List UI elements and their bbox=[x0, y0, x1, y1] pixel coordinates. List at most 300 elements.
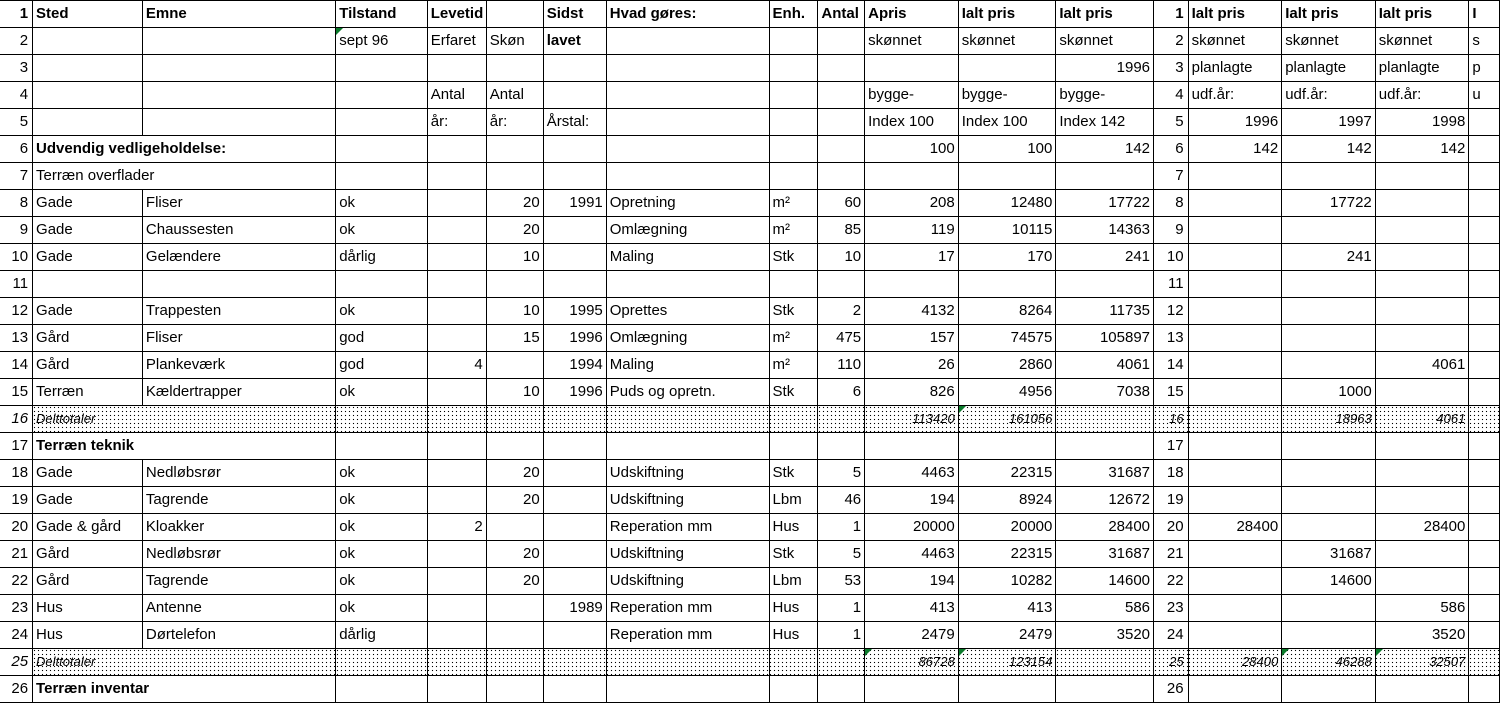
cell-empty[interactable] bbox=[33, 271, 143, 298]
subtotal-label[interactable]: Delttotaler bbox=[33, 649, 336, 676]
cell-sidst[interactable] bbox=[543, 541, 606, 568]
cell-enh[interactable]: Hus bbox=[769, 622, 818, 649]
row-header-right[interactable]: 6 bbox=[1154, 136, 1189, 163]
row-header-right[interactable]: 18 bbox=[1154, 460, 1189, 487]
cell-sted[interactable]: Hus bbox=[33, 595, 143, 622]
cell-sted[interactable]: Gade bbox=[33, 190, 143, 217]
cell-sted[interactable]: Gade bbox=[33, 244, 143, 271]
cell-levetid-erfaret[interactable] bbox=[427, 298, 486, 325]
cell-tilstand[interactable]: god bbox=[336, 325, 428, 352]
cell-apris[interactable]: 4132 bbox=[865, 298, 959, 325]
cell-empty[interactable] bbox=[336, 433, 428, 460]
cell-hvad[interactable]: Omlægning bbox=[606, 217, 769, 244]
cell-empty[interactable] bbox=[1056, 163, 1154, 190]
cell-antal[interactable]: 53 bbox=[818, 568, 865, 595]
cell-empty[interactable] bbox=[336, 406, 428, 433]
cell-subtotal-1998[interactable]: 4061 bbox=[1375, 406, 1469, 433]
cell-plan-1996[interactable]: 28400 bbox=[1188, 514, 1282, 541]
cell-tilstand[interactable]: dårlig bbox=[336, 622, 428, 649]
cell-index-val-2[interactable]: 100 bbox=[958, 136, 1056, 163]
table-row[interactable] bbox=[0, 55, 1500, 82]
cell-antal[interactable]: 60 bbox=[818, 190, 865, 217]
cell-emne[interactable]: Kloakker bbox=[142, 514, 335, 541]
cell-sted[interactable]: Gård bbox=[33, 568, 143, 595]
cell-empty[interactable] bbox=[1056, 271, 1154, 298]
cell-tilstand[interactable]: ok bbox=[336, 487, 428, 514]
cell-empty[interactable] bbox=[336, 136, 428, 163]
cell-levetid-erfaret[interactable] bbox=[427, 487, 486, 514]
cell-plan-1996[interactable] bbox=[1188, 595, 1282, 622]
cell-antal[interactable]: 5 bbox=[818, 460, 865, 487]
cell-plan-1997[interactable]: 1000 bbox=[1282, 379, 1376, 406]
cell-tilstand[interactable]: ok bbox=[336, 568, 428, 595]
cell-apris[interactable]: 20000 bbox=[865, 514, 959, 541]
cell-plan-1999[interactable] bbox=[1469, 325, 1500, 352]
cell-levetid-skon[interactable]: 10 bbox=[486, 244, 543, 271]
cell-plan-1999[interactable] bbox=[1469, 568, 1500, 595]
cell-plan-1999[interactable] bbox=[1469, 298, 1500, 325]
cell-empty[interactable] bbox=[336, 676, 428, 703]
cell-antal[interactable]: 1 bbox=[818, 514, 865, 541]
cell-hvad[interactable]: Omlægning bbox=[606, 325, 769, 352]
cell-sted[interactable]: Hus bbox=[33, 622, 143, 649]
table-row[interactable] bbox=[0, 1, 1500, 28]
cell-enh[interactable]: m² bbox=[769, 217, 818, 244]
cell-year-1996[interactable]: 1996 bbox=[1056, 55, 1154, 82]
cell-sidst[interactable] bbox=[543, 568, 606, 595]
cell-sted[interactable]: Gård bbox=[33, 325, 143, 352]
cell-hvad[interactable]: Udskiftning bbox=[606, 541, 769, 568]
cell-levetid-erfaret[interactable] bbox=[427, 379, 486, 406]
cell-plan-1996[interactable] bbox=[1188, 541, 1282, 568]
cell-emne[interactable]: Chaussesten bbox=[142, 217, 335, 244]
cell-apris[interactable]: 17 bbox=[865, 244, 959, 271]
cell-year-p1[interactable]: 1996 bbox=[1188, 109, 1282, 136]
cell-enh[interactable]: Lbm bbox=[769, 487, 818, 514]
row-header[interactable]: 25 bbox=[0, 649, 33, 676]
cell-skonnet-ialt1[interactable]: skønnet bbox=[958, 28, 1056, 55]
cell-empty[interactable] bbox=[427, 649, 486, 676]
table-row[interactable] bbox=[0, 136, 1500, 163]
row-header-right[interactable]: 15 bbox=[1154, 379, 1189, 406]
cell-ialt-1[interactable]: 4956 bbox=[958, 379, 1056, 406]
cell-skonnet-apris[interactable]: skønnet bbox=[865, 28, 959, 55]
cell-empty[interactable] bbox=[818, 433, 865, 460]
cell-plan-1998[interactable] bbox=[1375, 487, 1469, 514]
cell-plan-1996[interactable] bbox=[1188, 352, 1282, 379]
row-header-right[interactable]: 17 bbox=[1154, 433, 1189, 460]
cell-emne[interactable]: Nedløbsrør bbox=[142, 460, 335, 487]
cell-emne[interactable]: Fliser bbox=[142, 190, 335, 217]
cell-emne[interactable]: Fliser bbox=[142, 325, 335, 352]
row-header-right[interactable]: 4 bbox=[1154, 82, 1189, 109]
row-header[interactable]: 5 bbox=[0, 109, 33, 136]
section-title[interactable]: Udvendig vedligeholdelse: bbox=[33, 136, 336, 163]
cell-tilstand[interactable]: ok bbox=[336, 595, 428, 622]
cell-empty[interactable] bbox=[33, 28, 143, 55]
cell-sted[interactable]: Terræn bbox=[33, 379, 143, 406]
cell-hvad[interactable]: Reperation mm bbox=[606, 622, 769, 649]
cell-levetid-erfaret[interactable] bbox=[427, 568, 486, 595]
cell-empty[interactable] bbox=[142, 271, 335, 298]
cell-hvad[interactable]: Puds og opretn. bbox=[606, 379, 769, 406]
cell-plan-1997[interactable]: 17722 bbox=[1282, 190, 1376, 217]
cell-antal-2[interactable]: Antal bbox=[486, 82, 543, 109]
cell-plan-1996[interactable] bbox=[1188, 217, 1282, 244]
cell-empty[interactable] bbox=[1188, 676, 1282, 703]
table-row[interactable] bbox=[0, 460, 1500, 487]
cell-skonnet-ialt2[interactable]: skønnet bbox=[1056, 28, 1154, 55]
cell-levetid-erfaret[interactable] bbox=[427, 325, 486, 352]
cell-empty[interactable] bbox=[769, 406, 818, 433]
row-header-right[interactable]: 19 bbox=[1154, 487, 1189, 514]
cell-plan-1996[interactable] bbox=[1188, 244, 1282, 271]
cell-apris[interactable]: 157 bbox=[865, 325, 959, 352]
cell-plan-1996[interactable] bbox=[1188, 487, 1282, 514]
cell-empty[interactable] bbox=[769, 163, 818, 190]
cell-empty[interactable] bbox=[818, 406, 865, 433]
cell-levetid-skon[interactable] bbox=[486, 514, 543, 541]
cell-levetid-erfaret[interactable] bbox=[427, 622, 486, 649]
cell-subtotal-1997[interactable]: 18963 bbox=[1282, 406, 1376, 433]
cell-empty[interactable] bbox=[818, 136, 865, 163]
cell-plan-1998[interactable] bbox=[1375, 541, 1469, 568]
cell-subtotal-1996[interactable]: 28400 bbox=[1188, 649, 1282, 676]
cell-empty[interactable] bbox=[1469, 136, 1500, 163]
cell-ialt-2[interactable]: 31687 bbox=[1056, 460, 1154, 487]
cell-emne[interactable]: Dørtelefon bbox=[142, 622, 335, 649]
cell-arstal[interactable]: Årstal: bbox=[543, 109, 606, 136]
row-header-right[interactable]: 3 bbox=[1154, 55, 1189, 82]
cell-subtotal-1999[interactable] bbox=[1469, 406, 1500, 433]
cell-plan-1997[interactable]: 31687 bbox=[1282, 541, 1376, 568]
row-header-right[interactable]: 11 bbox=[1154, 271, 1189, 298]
cell-antal[interactable]: 1 bbox=[818, 595, 865, 622]
cell-sted[interactable]: Gård bbox=[33, 541, 143, 568]
row-header-right[interactable]: 23 bbox=[1154, 595, 1189, 622]
cell-plan-1999[interactable] bbox=[1469, 460, 1500, 487]
cell-tilstand[interactable]: god bbox=[336, 352, 428, 379]
cell-empty[interactable] bbox=[1469, 676, 1500, 703]
cell-plan-1997[interactable] bbox=[1282, 352, 1376, 379]
cell-skonnet-p1[interactable]: skønnet bbox=[1188, 28, 1282, 55]
cell-sted[interactable]: Gård bbox=[33, 352, 143, 379]
cell-apris[interactable]: 4463 bbox=[865, 541, 959, 568]
cell-bygge-2[interactable]: bygge- bbox=[958, 82, 1056, 109]
cell-antal[interactable]: 85 bbox=[818, 217, 865, 244]
cell-empty[interactable] bbox=[543, 649, 606, 676]
row-header-right[interactable]: 2 bbox=[1154, 28, 1189, 55]
cell-skonnet-p2[interactable]: skønnet bbox=[1282, 28, 1376, 55]
row-header[interactable]: 17 bbox=[0, 433, 33, 460]
cell-plan-1999[interactable] bbox=[1469, 514, 1500, 541]
cell-empty[interactable] bbox=[427, 406, 486, 433]
cell-plan-1999[interactable] bbox=[1469, 595, 1500, 622]
cell-empty[interactable] bbox=[606, 271, 769, 298]
cell-emne[interactable]: Nedløbsrør bbox=[142, 541, 335, 568]
cell-empty[interactable] bbox=[606, 433, 769, 460]
cell-tilstand[interactable]: ok bbox=[336, 514, 428, 541]
row-header-right[interactable]: 7 bbox=[1154, 163, 1189, 190]
cell-plan-1996[interactable] bbox=[1188, 298, 1282, 325]
cell-plan-1999[interactable] bbox=[1469, 622, 1500, 649]
cell-subtotal-ialt-1[interactable]: 113420 bbox=[865, 406, 959, 433]
cell-empty[interactable] bbox=[142, 28, 335, 55]
cell-empty[interactable] bbox=[769, 649, 818, 676]
cell-empty[interactable] bbox=[606, 163, 769, 190]
subsection-title[interactable]: Terræn teknik bbox=[33, 433, 336, 460]
table-row[interactable] bbox=[0, 298, 1500, 325]
cell-empty[interactable] bbox=[336, 109, 428, 136]
cell-plan-1999[interactable] bbox=[1469, 352, 1500, 379]
cell-plan-1997[interactable] bbox=[1282, 298, 1376, 325]
cell-enh[interactable]: m² bbox=[769, 190, 818, 217]
cell-emne[interactable]: Plankeværk bbox=[142, 352, 335, 379]
cell-plan-1999[interactable] bbox=[1469, 190, 1500, 217]
subtotal-row[interactable] bbox=[0, 406, 1500, 433]
row-header[interactable]: 2 bbox=[0, 28, 33, 55]
cell-emne[interactable]: Tagrende bbox=[142, 568, 335, 595]
row-header-right[interactable]: 22 bbox=[1154, 568, 1189, 595]
cell-empty[interactable] bbox=[606, 55, 769, 82]
cell-enh[interactable]: m² bbox=[769, 352, 818, 379]
cell-empty[interactable] bbox=[142, 82, 335, 109]
cell-tilstand[interactable]: dårlig bbox=[336, 244, 428, 271]
cell-empty[interactable] bbox=[543, 136, 606, 163]
cell-udfar-2[interactable]: udf.år: bbox=[1282, 82, 1376, 109]
cell-plan-1998[interactable] bbox=[1375, 379, 1469, 406]
row-header[interactable]: 3 bbox=[0, 55, 33, 82]
cell-levetid-erfaret[interactable] bbox=[427, 244, 486, 271]
cell-antal[interactable]: 5 bbox=[818, 541, 865, 568]
cell-index-1[interactable]: Index 100 bbox=[865, 109, 959, 136]
table-row[interactable] bbox=[0, 568, 1500, 595]
cell-subtotal-ialt-1[interactable]: 86728 bbox=[865, 649, 959, 676]
row-header[interactable]: 14 bbox=[0, 352, 33, 379]
cell-empty[interactable] bbox=[543, 271, 606, 298]
cell-sidst[interactable]: 1996 bbox=[543, 379, 606, 406]
cell-empty[interactable] bbox=[543, 676, 606, 703]
cell-levetid-erfaret[interactable] bbox=[427, 460, 486, 487]
cell-empty[interactable] bbox=[1469, 163, 1500, 190]
cell-ialt-2[interactable]: 14363 bbox=[1056, 217, 1154, 244]
cell-antal[interactable]: 10 bbox=[818, 244, 865, 271]
cell-empty[interactable] bbox=[818, 649, 865, 676]
cell-sidst[interactable]: 1995 bbox=[543, 298, 606, 325]
row-header-right[interactable]: 8 bbox=[1154, 190, 1189, 217]
cell-empty[interactable] bbox=[1056, 649, 1154, 676]
cell-sept96[interactable]: sept 96 bbox=[336, 28, 428, 55]
cell-plan-1997[interactable] bbox=[1282, 622, 1376, 649]
cell-index-2[interactable]: Index 100 bbox=[958, 109, 1056, 136]
table-row[interactable] bbox=[0, 487, 1500, 514]
row-header[interactable]: 10 bbox=[0, 244, 33, 271]
cell-bygge-3[interactable]: bygge- bbox=[1056, 82, 1154, 109]
row-header-right[interactable]: 5 bbox=[1154, 109, 1189, 136]
cell-plan-1998[interactable] bbox=[1375, 190, 1469, 217]
cell-empty[interactable] bbox=[486, 676, 543, 703]
cell-empty[interactable] bbox=[1469, 271, 1500, 298]
cell-empty[interactable] bbox=[427, 163, 486, 190]
cell-ialt-2[interactable]: 586 bbox=[1056, 595, 1154, 622]
table-row[interactable] bbox=[0, 352, 1500, 379]
cell-levetid-skon[interactable]: 20 bbox=[486, 217, 543, 244]
cell-levetid-skon[interactable]: 10 bbox=[486, 379, 543, 406]
cell-ialt-2[interactable]: 14600 bbox=[1056, 568, 1154, 595]
cell-empty[interactable] bbox=[486, 433, 543, 460]
cell-plan-1996[interactable] bbox=[1188, 460, 1282, 487]
row-header-right[interactable]: 14 bbox=[1154, 352, 1189, 379]
cell-plan-1998[interactable]: 586 bbox=[1375, 595, 1469, 622]
row-header[interactable]: 21 bbox=[0, 541, 33, 568]
cell-tilstand[interactable]: ok bbox=[336, 541, 428, 568]
cell-enh[interactable]: Stk bbox=[769, 460, 818, 487]
cell-subtotal-ialt-2[interactable]: 161056 bbox=[958, 406, 1056, 433]
row-header-right[interactable]: 25 bbox=[1154, 649, 1189, 676]
cell-ialt-2[interactable]: 28400 bbox=[1056, 514, 1154, 541]
cell-plan-1997[interactable] bbox=[1282, 487, 1376, 514]
cell-enh[interactable]: Hus bbox=[769, 514, 818, 541]
row-header[interactable]: 13 bbox=[0, 325, 33, 352]
cell-plan-1997[interactable] bbox=[1282, 514, 1376, 541]
cell-empty[interactable] bbox=[1282, 271, 1376, 298]
cell-apris[interactable]: 4463 bbox=[865, 460, 959, 487]
cell-index-val-1[interactable]: 100 bbox=[865, 136, 959, 163]
cell-plan-1997[interactable]: 241 bbox=[1282, 244, 1376, 271]
cell-plan-1998[interactable]: 3520 bbox=[1375, 622, 1469, 649]
cell-plan-1998[interactable] bbox=[1375, 298, 1469, 325]
cell-plan-1998[interactable] bbox=[1375, 244, 1469, 271]
cell-sted[interactable]: Gade bbox=[33, 487, 143, 514]
cell-empty[interactable] bbox=[543, 433, 606, 460]
table-row[interactable] bbox=[0, 541, 1500, 568]
table-row[interactable] bbox=[0, 28, 1500, 55]
cell-emne[interactable]: Kældertrapper bbox=[142, 379, 335, 406]
cell-empty[interactable] bbox=[606, 649, 769, 676]
cell-ialt-1[interactable]: 2479 bbox=[958, 622, 1056, 649]
cell-empty[interactable] bbox=[486, 163, 543, 190]
cell-empty[interactable] bbox=[1282, 676, 1376, 703]
cell-plan-index-2[interactable]: 142 bbox=[1282, 136, 1376, 163]
cell-sted[interactable]: Gade bbox=[33, 298, 143, 325]
cell-sted[interactable]: Gade bbox=[33, 460, 143, 487]
cell-ialt-2[interactable]: 12672 bbox=[1056, 487, 1154, 514]
row-header-right[interactable]: 16 bbox=[1154, 406, 1189, 433]
cell-apris[interactable]: 413 bbox=[865, 595, 959, 622]
table-row[interactable] bbox=[0, 271, 1500, 298]
cell-empty[interactable] bbox=[33, 109, 143, 136]
cell-hvad[interactable]: Udskiftning bbox=[606, 568, 769, 595]
cell-skon[interactable]: Skøn bbox=[486, 28, 543, 55]
cell-ialt-1[interactable]: 12480 bbox=[958, 190, 1056, 217]
cell-empty[interactable] bbox=[486, 649, 543, 676]
cell-empty[interactable] bbox=[336, 649, 428, 676]
cell-empty[interactable] bbox=[1375, 163, 1469, 190]
row-header[interactable]: 9 bbox=[0, 217, 33, 244]
cell-empty[interactable] bbox=[958, 271, 1056, 298]
cell-empty[interactable] bbox=[818, 109, 865, 136]
cell-empty[interactable] bbox=[865, 271, 959, 298]
row-header-right[interactable]: 12 bbox=[1154, 298, 1189, 325]
cell-levetid-skon[interactable]: 20 bbox=[486, 541, 543, 568]
cell-enh[interactable]: Stk bbox=[769, 541, 818, 568]
cell-plan-1996[interactable] bbox=[1188, 190, 1282, 217]
cell-antal[interactable]: 46 bbox=[818, 487, 865, 514]
cell-empty[interactable] bbox=[958, 433, 1056, 460]
cell-sted[interactable]: Gade & gård bbox=[33, 514, 143, 541]
cell-apris[interactable]: 119 bbox=[865, 217, 959, 244]
cell-ialt-1[interactable]: 22315 bbox=[958, 460, 1056, 487]
cell-enh[interactable]: m² bbox=[769, 325, 818, 352]
cell-empty[interactable] bbox=[1282, 433, 1376, 460]
cell-ialt-2[interactable]: 105897 bbox=[1056, 325, 1154, 352]
cell-subtotal-1999[interactable] bbox=[1469, 649, 1500, 676]
cell-empty[interactable] bbox=[606, 676, 769, 703]
cell-plan-1998[interactable] bbox=[1375, 217, 1469, 244]
cell-empty[interactable] bbox=[606, 109, 769, 136]
cell-levetid-erfaret[interactable] bbox=[427, 595, 486, 622]
cell-empty[interactable] bbox=[1375, 271, 1469, 298]
cell-bygge-1[interactable]: bygge- bbox=[865, 82, 959, 109]
subtotal-label[interactable]: Delttotaler bbox=[33, 406, 336, 433]
row-header[interactable]: 8 bbox=[0, 190, 33, 217]
cell-empty[interactable] bbox=[1375, 433, 1469, 460]
cell-plan-1999[interactable] bbox=[1469, 487, 1500, 514]
cell-empty[interactable] bbox=[336, 271, 428, 298]
row-header[interactable]: 20 bbox=[0, 514, 33, 541]
row-header-right[interactable]: 26 bbox=[1154, 676, 1189, 703]
cell-empty[interactable] bbox=[865, 433, 959, 460]
cell-empty[interactable] bbox=[606, 136, 769, 163]
row-header-right[interactable]: 20 bbox=[1154, 514, 1189, 541]
table-row[interactable] bbox=[0, 244, 1500, 271]
cell-plan-1998[interactable] bbox=[1375, 568, 1469, 595]
cell-levetid-erfaret[interactable] bbox=[427, 190, 486, 217]
cell-levetid-erfaret[interactable]: 2 bbox=[427, 514, 486, 541]
cell-ialt-1[interactable]: 10115 bbox=[958, 217, 1056, 244]
subsection-title[interactable]: Terræn overflader bbox=[33, 163, 336, 190]
cell-empty[interactable] bbox=[865, 55, 959, 82]
cell-sidst[interactable]: 1996 bbox=[543, 325, 606, 352]
row-header[interactable]: 26 bbox=[0, 676, 33, 703]
cell-sidst[interactable] bbox=[543, 244, 606, 271]
cell-emne[interactable]: Trappesten bbox=[142, 298, 335, 325]
cell-empty[interactable] bbox=[427, 271, 486, 298]
cell-year-p2[interactable]: 1997 bbox=[1282, 109, 1376, 136]
row-header[interactable]: 23 bbox=[0, 595, 33, 622]
row-header[interactable]: 15 bbox=[0, 379, 33, 406]
cell-planlagte-2[interactable]: planlagte bbox=[1282, 55, 1376, 82]
cell-empty[interactable] bbox=[769, 28, 818, 55]
cell-empty[interactable] bbox=[1056, 433, 1154, 460]
row-header[interactable]: 11 bbox=[0, 271, 33, 298]
cell-plan-1999[interactable] bbox=[1469, 541, 1500, 568]
cell-antal[interactable]: 2 bbox=[818, 298, 865, 325]
cell-empty[interactable] bbox=[818, 28, 865, 55]
cell-sidst[interactable] bbox=[543, 460, 606, 487]
table-row[interactable] bbox=[0, 163, 1500, 190]
row-header-right[interactable]: 24 bbox=[1154, 622, 1189, 649]
cell-ialt-1[interactable]: 170 bbox=[958, 244, 1056, 271]
cell-plan-1998[interactable]: 4061 bbox=[1375, 352, 1469, 379]
cell-empty[interactable] bbox=[818, 271, 865, 298]
cell-empty[interactable] bbox=[336, 82, 428, 109]
cell-apris[interactable]: 208 bbox=[865, 190, 959, 217]
cell-enh[interactable]: Hus bbox=[769, 595, 818, 622]
cell-ialt-2[interactable]: 241 bbox=[1056, 244, 1154, 271]
cell-empty[interactable] bbox=[142, 109, 335, 136]
cell-apris[interactable]: 194 bbox=[865, 487, 959, 514]
